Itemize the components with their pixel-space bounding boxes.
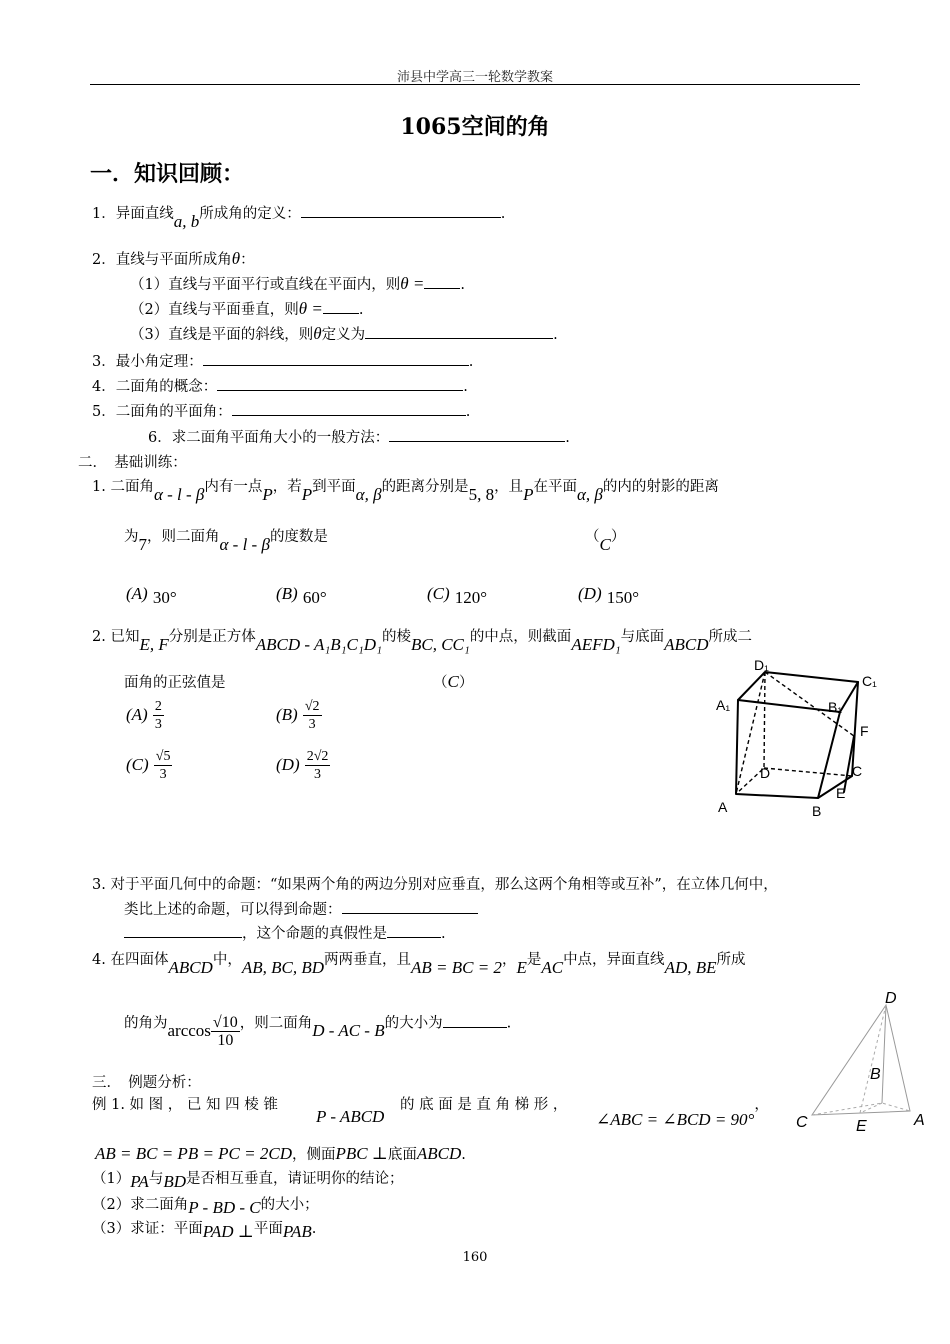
tetra-label-b: B — [870, 1066, 881, 1083]
cube-label-a1: A₁ — [716, 697, 731, 713]
review-item-5: 5．二面角的平面角： . — [92, 404, 471, 420]
problem-1-line-2: 为7，则二面角α - l - β的度数是 — [124, 529, 328, 554]
review-item-1: 1．异面直线a, b所成角的定义： . — [92, 206, 506, 231]
answer-blank — [424, 276, 460, 289]
answer-blank — [389, 429, 565, 442]
cube-label-f: F — [860, 723, 869, 739]
tetra-label-d: D — [885, 990, 897, 1007]
page-title: 1065空间的角 — [400, 114, 550, 140]
problem-2-option-a: (A) $\frac{2}{3}$ — [126, 699, 162, 732]
tetra-edge-be — [860, 1103, 882, 1113]
cube-figure — [700, 650, 890, 820]
cube-label-d1: D₁ — [754, 657, 769, 673]
answer-blank — [124, 925, 242, 938]
problem-2-answer: （C） — [433, 672, 474, 691]
answer-blank — [342, 901, 478, 914]
tetrahedron-figure — [790, 985, 940, 1135]
example-1-line-1c: 的 底 面 是 直 角 梯 形 ， — [400, 1097, 568, 1113]
problem-3-line-3: ，这个命题的真假性是 . — [124, 922, 446, 943]
answer-blank — [301, 205, 501, 218]
review-item-2-2: （2）直线与平面垂直，则θ = . — [130, 299, 364, 318]
problem-3-line-2: 类比上述的命题，可以得到命题： — [124, 898, 478, 919]
problem-2-option-c: (C) $\frac{√5}{3}$ — [126, 749, 171, 782]
problem-2-option-b: (B) $\frac{√2}{3}$ — [276, 699, 320, 732]
example-1-line-2: AB = BC = PB = PC = 2CD，侧面PBC ⊥底面ABCD. — [95, 1144, 466, 1163]
section-heading-review: 一．知识回顾： — [90, 161, 245, 187]
tetra-edge-db — [882, 1005, 886, 1103]
cube-label-a: A — [718, 799, 728, 815]
tetra-label-e: E — [856, 1118, 867, 1135]
section-heading-examples: 三． 例题分析： — [92, 1075, 201, 1091]
answer-blank — [203, 353, 469, 366]
example-1-part-2: （2）求二面角P - BD - C的大小； — [92, 1197, 319, 1217]
page-number: 160 — [462, 1250, 488, 1265]
answer-blank — [387, 925, 441, 938]
answer-blank — [232, 403, 466, 416]
example-1-line-1b: P - ABCD — [316, 1107, 385, 1126]
cube-label-e: E — [836, 785, 846, 801]
answer-blank — [443, 1015, 507, 1028]
page-header: 沛县中学高三一轮数学教案 — [396, 70, 553, 85]
tetra-label-c: C — [796, 1114, 808, 1131]
example-1-part-3: （3）求证：平面PAD ⊥平面PAB. — [92, 1221, 317, 1241]
review-item-2-1: （1）直线与平面平行或直线在平面内，则θ = . — [130, 274, 465, 293]
problem-1-option-d: (D) 150° — [578, 584, 640, 607]
problem-4-line-1: 4. 在四面体ABCD中，AB, BC, BD两两垂直，且AB = BC = 2，E是AC中点，异面直线AD, BE所成 — [92, 952, 746, 977]
tetra-outer-edges — [812, 1005, 910, 1115]
problem-1-answer: （C） — [585, 529, 626, 554]
example-1-part-1: （1）PA与BD是否相互垂直，请证明你的结论； — [92, 1171, 404, 1191]
review-item-3: 3．最小角定理： . — [92, 354, 474, 370]
problem-2-line-1: 2. 已知E, F分别是正方体ABCD - A₁B₁C₁D₁的棱BC, CC₁的中点，则截面AEFD₁与底面ABCD所成二 — [92, 629, 753, 654]
answer-blank — [365, 326, 553, 339]
problem-1-option-c: (C) 120° — [427, 584, 488, 607]
section-heading-training: 二． 基础训练： — [78, 455, 187, 471]
header-rule — [90, 84, 860, 85]
tetra-label-a: A — [914, 1112, 925, 1129]
example-1-line-1d: ∠ABC = ∠BCD = 90°， — [596, 1097, 769, 1129]
cube-label-d: D — [760, 765, 771, 781]
problem-3-line-1: 3. 对于平面几何中的命题：“如果两个角的两边分别对应垂直，那么这两个角相等或互补”，在立体几何中， — [92, 877, 778, 893]
cube-label-c1: C₁ — [862, 673, 877, 689]
cube-label-b1: B₁ — [828, 699, 843, 715]
problem-1-option-b: (B) 60° — [276, 584, 327, 607]
review-item-2: 2．直线与平面所成角θ： — [92, 249, 255, 268]
example-1-line-1: 例 1. 如 图 ， 已 知 四 棱 锥 — [92, 1097, 278, 1113]
problem-4-line-2: 的角为arccos $\frac{√10}{10}$ ，则二面角D - AC - B的大小为 . — [124, 1014, 512, 1049]
cube-hidden-base — [764, 768, 852, 776]
answer-blank — [323, 301, 359, 314]
cube-label-b: B — [812, 803, 822, 819]
answer-blank — [217, 378, 463, 391]
cube-label-c: C — [852, 763, 863, 779]
review-item-4: 4．二面角的概念： . — [92, 379, 468, 395]
problem-1-option-a: (A) 30° — [126, 584, 177, 607]
problem-2-option-d: (D) $\frac{2√2}{3}$ — [276, 749, 329, 782]
problem-1-line-1: 1. 二面角α - l - β内有一点P，若P到平面α, β的距离分别是5, 8，且P在平面α, β的内的射影的距离 — [92, 479, 719, 504]
review-item-6: 6．求二面角平面角大小的一般方法： . — [148, 430, 570, 446]
problem-2-line-2: 面角的正弦值是 — [124, 675, 226, 691]
review-item-2-3: （3）直线是平面的斜线，则θ定义为 . — [130, 324, 558, 343]
